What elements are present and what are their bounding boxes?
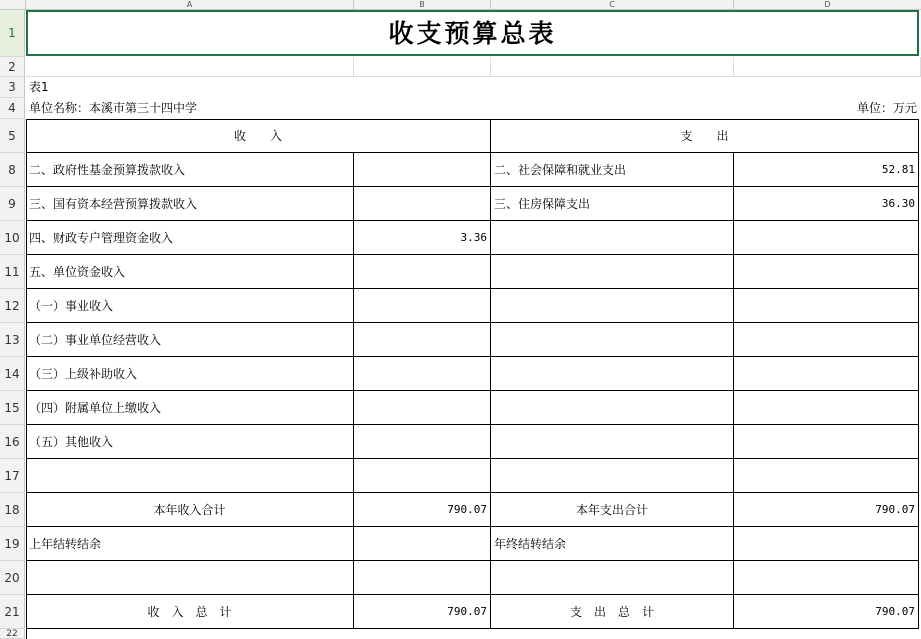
income-item-cell[interactable]: 三、国有资本经营预算拨款收入 [26,187,354,221]
header-expense[interactable]: 支 出 [491,119,919,153]
expense-amount-cell[interactable] [734,221,919,255]
income-amount-cell[interactable] [354,255,491,289]
expense-item-cell[interactable]: 支 出 总 计 [491,595,734,629]
row-header-8[interactable]: 8 [0,153,25,187]
unit-name-label[interactable]: 单位名称：本溪市第三十四中学 [29,101,198,115]
select-all-corner[interactable] [0,0,26,9]
header-income[interactable]: 收 入 [26,119,491,153]
row-header-14[interactable]: 14 [0,357,25,391]
row-header-11[interactable]: 11 [0,255,25,289]
row-header-16[interactable]: 16 [0,425,25,459]
column-header-a[interactable]: A [26,0,354,9]
income-item-cell[interactable] [26,561,354,595]
column-header-bar [0,0,921,10]
row-header-1[interactable]: 1 [0,10,25,57]
income-item-cell[interactable] [26,459,354,493]
column-header-b[interactable]: B [354,0,491,9]
expense-item-cell[interactable] [491,323,734,357]
cell-a2[interactable] [26,57,354,77]
expense-item-cell[interactable] [491,391,734,425]
expense-amount-cell[interactable] [734,459,919,493]
income-amount-cell[interactable]: 3.36 [354,221,491,255]
expense-amount-cell[interactable]: 52.81 [734,153,919,187]
income-item-cell[interactable]: 二、政府性基金预算拨款收入 [26,153,354,187]
expense-item-cell[interactable] [491,221,734,255]
expense-item-cell[interactable]: 三、住房保障支出 [491,187,734,221]
income-item-cell[interactable]: 四、财政专户管理资金收入 [26,221,354,255]
expense-item-cell[interactable]: 二、社会保障和就业支出 [491,153,734,187]
expense-amount-cell[interactable] [734,255,919,289]
row-header-9[interactable]: 9 [0,187,25,221]
expense-amount-cell[interactable] [734,527,919,561]
income-amount-cell[interactable] [354,459,491,493]
income-amount-cell[interactable] [354,561,491,595]
expense-amount-cell[interactable] [734,357,919,391]
cell-c2[interactable] [491,57,734,77]
expense-item-cell[interactable]: 年终结转结余 [491,527,734,561]
expense-amount-cell[interactable] [734,323,919,357]
row-header-12[interactable]: 12 [0,289,25,323]
income-item-cell[interactable]: （三）上级补助收入 [26,357,354,391]
expense-amount-cell[interactable] [734,289,919,323]
income-amount-cell[interactable] [354,527,491,561]
expense-item-cell[interactable] [491,561,734,595]
expense-item-cell[interactable] [491,459,734,493]
row-header-22[interactable]: 22 [0,629,25,639]
expense-item-cell[interactable] [491,357,734,391]
row-header-21[interactable]: 21 [0,595,25,629]
expense-amount-cell[interactable] [734,425,919,459]
income-item-cell[interactable]: 收 入 总 计 [26,595,354,629]
income-item-cell[interactable]: 本年收入合计 [26,493,354,527]
income-item-cell[interactable]: （二）事业单位经营收入 [26,323,354,357]
income-item-cell[interactable]: 上年结转结余 [26,527,354,561]
row-header-19[interactable]: 19 [0,527,25,561]
expense-amount-cell[interactable]: 36.30 [734,187,919,221]
table-number-label[interactable]: 表1 [29,80,49,94]
row-header-3[interactable]: 3 [0,77,25,98]
income-amount-cell[interactable] [354,153,491,187]
income-amount-cell[interactable] [354,357,491,391]
expense-amount-cell[interactable]: 790.07 [734,493,919,527]
income-item-cell[interactable]: （一）事业收入 [26,289,354,323]
row-header-13[interactable]: 13 [0,323,25,357]
income-amount-cell[interactable] [354,425,491,459]
expense-amount-cell[interactable] [734,391,919,425]
expense-amount-cell[interactable]: 790.07 [734,595,919,629]
income-amount-cell[interactable]: 790.07 [354,493,491,527]
expense-item-cell[interactable] [491,425,734,459]
cell-d2[interactable] [734,57,921,77]
income-amount-cell[interactable] [354,323,491,357]
expense-item-cell[interactable] [491,289,734,323]
row-header-20[interactable]: 20 [0,561,25,595]
sheet-title[interactable]: 收支预算总表 [388,19,557,48]
income-amount-cell[interactable] [354,289,491,323]
column-header-d[interactable]: D [734,0,921,9]
income-item-cell[interactable]: （五）其他收入 [26,425,354,459]
cell-b2[interactable] [354,57,491,77]
expense-amount-cell[interactable] [734,561,919,595]
row-header-17[interactable]: 17 [0,459,25,493]
expense-item-cell[interactable] [491,255,734,289]
income-amount-cell[interactable]: 790.07 [354,595,491,629]
column-header-c[interactable]: C [491,0,734,9]
expense-item-cell[interactable]: 本年支出合计 [491,493,734,527]
row-header-10[interactable]: 10 [0,221,25,255]
unit-label[interactable]: 单位：万元 [856,101,917,115]
row-header-15[interactable]: 15 [0,391,25,425]
row-header-4[interactable]: 4 [0,98,25,119]
row-header-5[interactable]: 5 [0,119,25,153]
row-header-18[interactable]: 18 [0,493,25,527]
income-item-cell[interactable]: 五、单位资金收入 [26,255,354,289]
income-amount-cell[interactable] [354,391,491,425]
income-item-cell[interactable]: （四）附属单位上缴收入 [26,391,354,425]
row-header-2[interactable]: 2 [0,57,25,77]
income-amount-cell[interactable] [354,187,491,221]
